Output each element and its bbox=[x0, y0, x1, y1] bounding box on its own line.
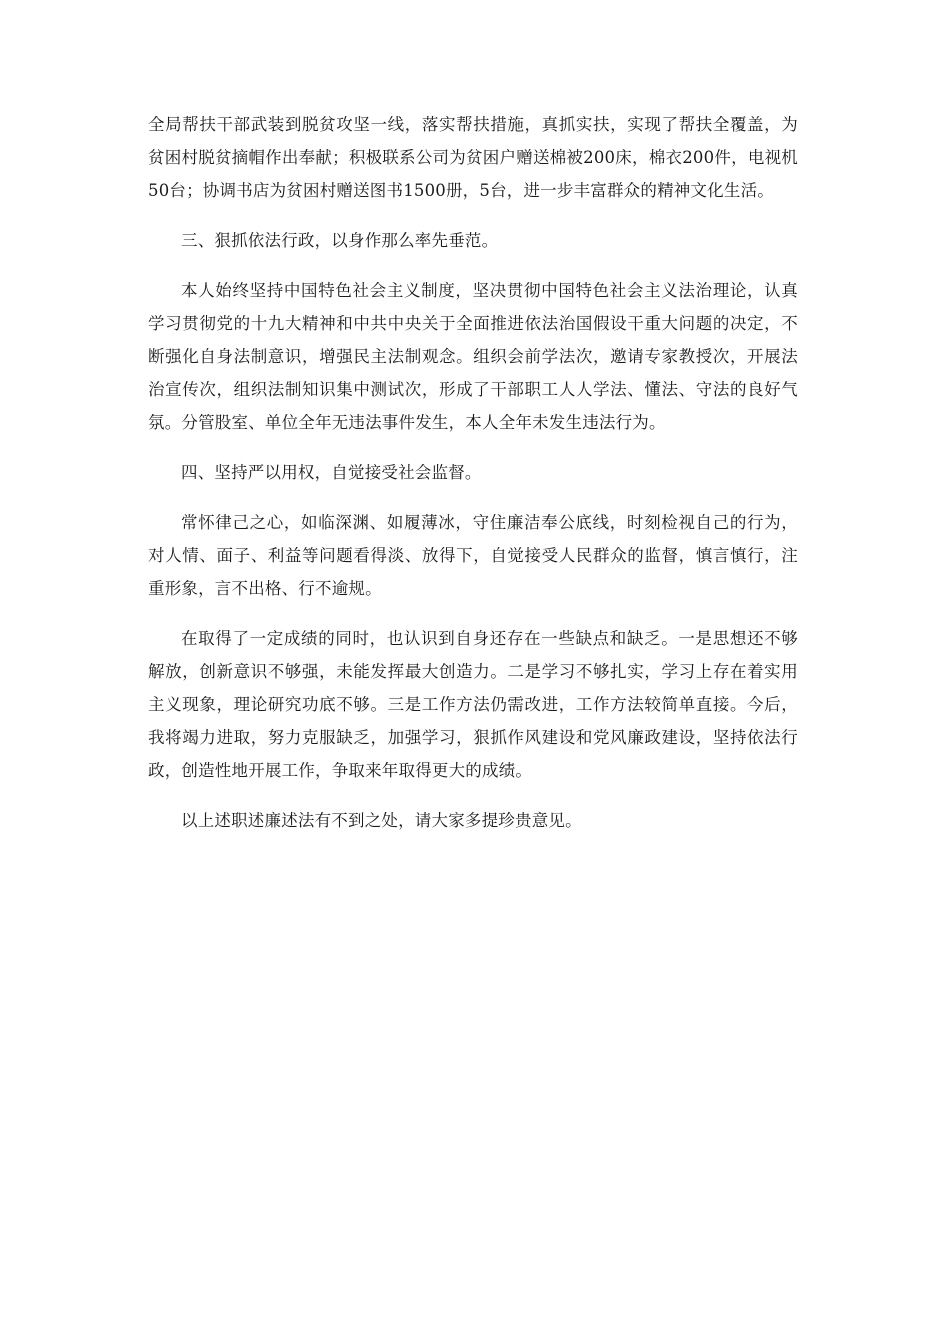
section-heading-law-administration: 三、狠抓依法行政，以身作那么率先垂范。 bbox=[181, 231, 499, 250]
paragraph-shortcomings: 在取得了一定成绩的同时，也认识到自身还存在一些缺点和缺乏。一是思想还不够解放，创新意识不够强，未能发挥最大创造力。二是学习不够扎实，学习上存在着实用主义现象，理论研究功底不够。三是工作方法仍需改进，工作方法较简单直接。今后，我将竭力进取，努力克服缺乏，加强学习，狠抓作风建设和党风廉政建设，坚持依法行政，创造性地开展工作，争取来年取得更大的成绩。 bbox=[148, 629, 798, 780]
document-body bbox=[148, 108, 798, 854]
section-heading-power-supervision: 四、坚持严以用权，自觉接受社会监督。 bbox=[181, 463, 482, 482]
paragraph-self-discipline: 常怀律己之心，如临深渊、如履薄冰，守住廉洁奉公底线，时刻检视自己的行为，对人情、面子、利益等问题看得淡、放得下，自觉接受人民群众的监督，慎言慎行，注重形象，言不出格、行不逾规。 bbox=[148, 513, 798, 598]
paragraph-continued-poverty-aid: 全局帮扶干部武装到脱贫攻坚一线，落实帮扶措施，真抓实扶，实现了帮扶全覆盖，为贫困村脱贫摘帽作出奉献；积极联系公司为贫困户赠送棉被200床，棉衣200件，电视机50台；协调书店为贫困村赠送图书1500册，5台，进一步丰富群众的精神文化生活。 bbox=[148, 115, 798, 200]
paragraph-closing: 以上述职述廉述法有不到之处，请大家多提珍贵意见。 bbox=[181, 811, 582, 830]
paragraph-law-administration: 本人始终坚持中国特色社会主义制度，坚决贯彻中国特色社会主义法治理论，认真学习贯彻党的十九大精神和中共中央关于全面推进依法治国假设干重大问题的决定，不断强化自身法制意识，增强民主法制观念。组织会前学法次，邀请专家教授次，开展法治宣传次，组织法制知识集中测试次，形成了干部职工人人学法、懂法、守法的良好气氛。分管股室、单位全年无违法事件发生，本人全年未发生违法行为。 bbox=[148, 281, 798, 432]
